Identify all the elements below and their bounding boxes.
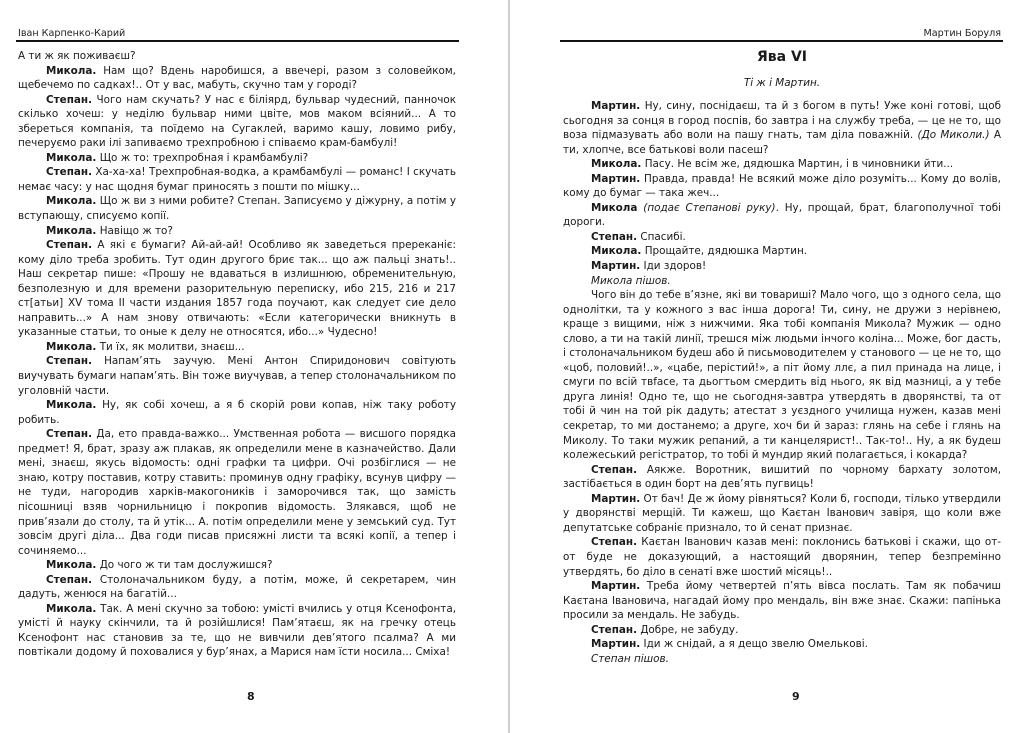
speaker-name: Степан. [591,623,638,636]
stage-direction [563,652,1001,667]
paragraph [563,288,1001,463]
line-text: Іди здоров! [640,260,707,273]
dialogue-line [18,151,456,166]
page-body [563,99,1001,666]
line-text: Ха-ха-ха! Трехпробная-водка, а крамбамбулі — романс! І скучать немає часу: у нас щодня бумаг приносять з пошти по мішку... [18,166,456,193]
line-text: Правда, правда! Не всякий може діло розуміть... Кому до волів, кому до бумаг — така жеч... [563,172,1001,200]
line-text: Прощайте, дядюшка Мартин. [641,245,808,258]
line-text: От бач! Де ж йому рівняться? Коли б, господи, тілько утвердили у дворянстві мерщій. Ти кажеш, що Каєтан Іванович завіря, що коли вже депутатське собраніє признало, то й сенат признає. [563,492,1001,534]
line-text-continued: А ти, хлопче, все батькові воли пасеш? [563,129,1001,156]
speaker-name: Микола. [591,158,642,171]
speaker-name: Степан. [46,93,93,106]
running-head-author: Іван Карпенко-Карий [18,28,126,39]
line-text: Ти їх, як молитви, знаєш... [96,340,245,353]
speaker-name: Степан. [591,536,638,549]
speaker-name: Степан. [46,239,93,252]
dialogue-line [563,172,1001,201]
line-text: Ну, як собі хочеш, а я б скорій рови копав, ніж таку роботу робить. [18,399,456,426]
line-text: Іди ж снідай, а я дещо звелю Омелькові. [640,638,868,651]
stage-direction-text: Микола пішов. [591,274,671,287]
line-text: Треба йому четвертей п’ять вівса послать. Там як побачиш Каєтана Івановича, нагадай йому про мендаль, він вже знає. Скажи: папінька просили за мендаль. Не забудь. [563,580,1001,622]
line-text: Ну, сину, поснідаєш, та й з богом в путь! Уже коні готові, щоб сьогодня за сонця в город поспів, бо завтра і на службу треба, — це не то, що воза підмазувать або воли на пашу гнать, там діла поважній. [563,100,1001,142]
line-text: Добре, не забуду. [637,623,739,636]
dialogue-line [563,99,1001,157]
speaker-name: Мартин. [591,100,641,112]
line-text: Що ж ви з ними робите? Степан. Записуємо у діжурну, а потім у вступающу, списуємо копії. [18,195,456,223]
dialogue-line [18,224,456,239]
speaker-name: Мартин. [591,492,641,505]
dialogue-line [563,463,1001,492]
dialogue-line [563,259,1001,274]
line-text: Да, ето правда-важко... Умственная робота — висшого порядка предмет! Я, брат, зразу аж плакав, як определили мене в казначейство. Дали мені, знаєш, якусь відомость: одні графки та цифри. Очі розбіглися — не знаю, котру поставив, котру ставить: проминув одну графіку, всунув цифру — не туди, нагородив харків-макогоників і заморочився так, що замість пісошниці взяв чорнильницю і покропив відомость. Злякався, щоб не прив’язали до столу, та й утік... А. потім определили мене у земський суд. Тут зовсім другі діла... Два годи писав присяжні листи та всякі копії, а тепер і сочиняемо... [18,428,456,557]
line-text: А ти ж як поживаєш? [18,50,136,62]
speaker-name: Микола. [46,195,97,208]
dialogue-line [18,602,456,660]
dialogue-line [563,230,1001,245]
stage-direction-text: Степан пішов. [591,652,669,665]
stage-direction [563,274,1001,289]
dialogue-line [563,579,1001,623]
line-text: Навіщо ж то? [96,224,173,237]
speaker-name: Микола. [46,224,97,237]
line-text: До чого ж ти там дослужишся? [96,559,273,572]
speaker-name: Микола. [46,64,97,77]
line-text: Так. А мені скучно за тобою: умісті вчились у отця Ксенофонта, умісті й науку скінчили, та й розійшлися! Пам’ятаєш, як на гречку отець Ксенофонт нас становив за те, що не вивчили дев’ятого псалма? А ми повтікали додому й поховалися у бур’янах, а Марися нам їсти носила... Сміха! [18,602,456,659]
header-rule [560,40,1003,42]
speaker-name: Степан. [46,355,93,368]
stage-direction-text: (До Миколи.) [917,129,990,142]
speaker-name: Мартин. [591,260,641,273]
line-text-continued: . Ну, прощай, брат, благополучної тобі дороги. [563,201,1001,229]
speaker-name: Микола. [46,151,97,164]
line-text: Що ж то: трехпробная і крамбамбулі? [96,151,309,164]
speaker-name: Степан. [591,463,638,476]
dialogue-line [18,398,456,427]
dialogue-line [18,64,456,93]
speaker-name: Микола. [46,399,97,412]
line-text: Столоначальником буду, а потім, може, й секретарем, чин дадуть, женюся на багатій... [18,573,456,601]
dialogue-line [18,93,456,151]
dialogue-line [563,637,1001,652]
page-number: 9 [792,690,800,703]
line-text: Нам що? Вдень наробишся, а ввечері, разом з соловейком, щебечемо по садках!.. От у вас, мабуть, скучно там у городі? [18,64,456,92]
speaker-name: Степан. [591,230,638,243]
dialogue-line [18,194,456,223]
dialogue-line [563,157,1001,172]
page-body [18,49,456,660]
dialogue-line [563,535,1001,579]
line-text: Чого нам скучать? У нас є біліярд, бульвар чудесний, панночок скілько хочеш: у неділю бульвар ними цвіте, мов маком всіяний... А то збереться компанія, та поїдемо на Сугаклей, варимо кашу, ловимо рибу, печеруємо раки ілі запиваємо трехпробною і співаємо крам-бамбулі! [18,93,456,150]
dialogue-line [18,340,456,355]
left-page [0,0,508,733]
paragraph [18,49,456,64]
line-text: А які є бумаги? Ай-ай-ай! Особливо як заведеться пререканіє: кому діло треба зробить. Тут один другого бриє так... що аж пальці знать!.. Наш секретар пише: «Прошу не вдаваться в излишнюю, обременительную, безполезную и для времени разорительную переписку, ибо 215, 216 и 217 ст[атьи] XV тома II части издания 1857 года поучают, как следует сие дело направить...» А нам знову отвичають: «Если категорически вникнуть в указанные статьи, то оные к делу не относятся, ибо...» Чудесно! [18,239,456,339]
speaker-name: Мартин. [591,172,641,185]
dialogue-line [18,573,456,602]
speaker-name: Микола. [46,602,97,615]
running-head-title: Мартин Боруля [923,28,1001,39]
dialogue-line [563,244,1001,259]
page-number: 8 [247,690,255,703]
scene-subtitle: Ті ж і Мартин. [743,77,821,89]
speaker-name: Степан. [46,166,93,179]
scene-title: Ява VI [756,49,807,65]
speaker-name: Мартин. [591,580,641,593]
speaker-name: Микола. [46,559,97,572]
dialogue-line [563,623,1001,638]
line-text: Аякже. Воротник, вишитий по чорному бархату золотом, застібається в один борт на дев’ять пугвиць! [563,463,1001,491]
dialogue-line [18,354,456,398]
header-rule [16,40,459,42]
dialogue-line [18,238,456,340]
speaker-name: Микола [591,201,638,214]
line-text: Спасибі. [637,230,686,243]
line-text: Напам’ять заучую. Мені Антон Спиридонович совітують виучувать бумаги напам’ять. Він тоже виучував, а тепер столоначальником по уголовній части. [18,355,456,397]
speaker-name: Микола. [46,340,97,353]
dialogue-line [563,201,1001,230]
speaker-name: Степан. [46,573,93,586]
speaker-name: Микола. [591,245,642,258]
stage-direction-text: (подає Степанові руку) [643,201,776,214]
line-text: Каєтан Іванович казав мені: поклонись батькові і скажи, що от-от буде не доказующий, а настоящий дворянин, тепер безпремінно утвердять, бо діло в сенаті вже шостий місяць!.. [563,536,1001,578]
dialogue-line [18,427,456,558]
right-page [510,0,1021,733]
line-text: Пасу. Не всім же, дядюшка Мартин, і в чиновники йти... [641,158,954,171]
dialogue-line [563,492,1001,536]
speaker-name: Степан. [46,428,93,441]
dialogue-line [18,165,456,194]
dialogue-line [18,558,456,573]
speaker-name: Мартин. [591,638,641,651]
line-text: Чого він до тебе в’язне, які ви товариші? Мало чого, що з одного села, що однолітки, та у кожного з вас інша дорога! Ти, сину, не дружи з нерівнею, краще з вищими, ніж з нижчими. Яка тобі компанія Микола? Мужик — одно слово, а ти на такій линії, трешся між людьми інчого коліна... Може, бог дасть, і столоначальником будеш або й письмоводителем у станового — це не то, що «цоб, половий!..», «цабе, перістий!», а піт йому ллє, а пил принада на лице, і смуги по всій твface, та дьогтьом смердить від нього, як від мазниці, а у тебе друга линія! Одно те, що не сьогодня-завтра утвердять в дворянстві, та от тобі й чин на той рік дадуть; атестат з уєздного училища нужен, казав мені секретар, то ми достанемо; а друге, хоч би й зараз: глянь на себе і глянь на Миколу. То таки мужик репаний, а ти канцелярист!.. Так-то!.. Ну, а як будеш колежеський регістратор, то тобі й мундир який полагається, і кокарда? [563,289,1001,462]
